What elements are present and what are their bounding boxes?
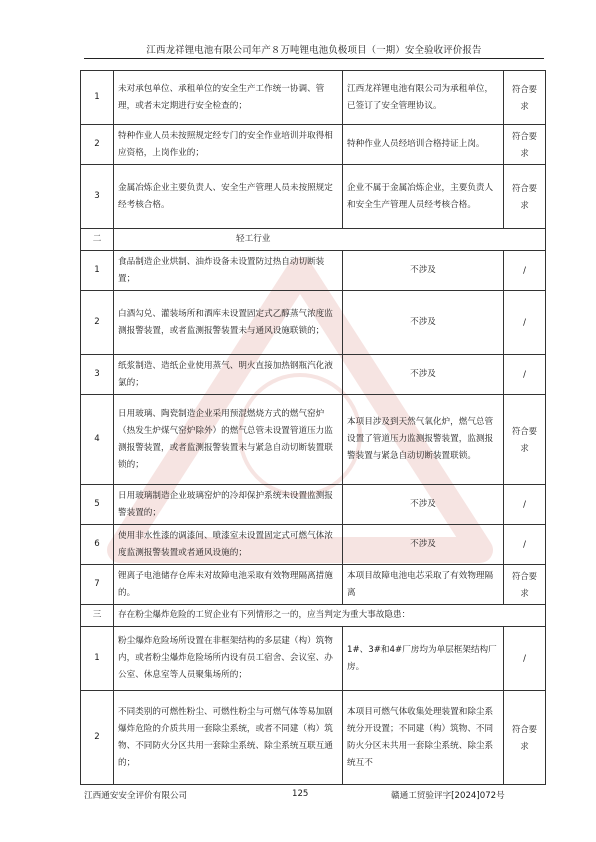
row-number: 1: [81, 627, 114, 691]
row-number: 1: [81, 71, 114, 125]
table-row: [81, 395, 546, 485]
report-number: 赣通工贸验评字[2024]072号: [391, 791, 505, 801]
row-number: 2: [81, 291, 114, 355]
requirement-cell: 使用非水性漆的调漆间、喷漆室未设置固定式可燃气体浓度监测报警装置或者通风设施的；: [114, 525, 343, 565]
requirement-cell: 未对承包单位、承租单位的安全生产工作统一协调、管理，或者未定期进行安全检查的；: [114, 71, 343, 125]
row-number: 4: [81, 395, 114, 485]
verdict-cell: 符合要求: [504, 395, 546, 485]
table-row: [81, 691, 546, 785]
row-number: 3: [81, 165, 114, 229]
table-row: [81, 355, 546, 395]
result-cell: 不涉及: [343, 525, 504, 565]
requirement-cell: 特种作业人员未按照规定经专门的安全作业培训并取得相应资格，上岗作业的；: [114, 125, 343, 165]
result-cell: 江西龙祥锂电池有限公司为承租单位，已签订了安全管理协议。: [343, 71, 504, 125]
row-number: 5: [81, 485, 114, 525]
result-cell: 不涉及: [343, 251, 504, 291]
table-row: [81, 565, 546, 605]
result-cell: 不涉及: [343, 355, 504, 395]
inspection-table: [80, 70, 546, 785]
page-number: 125: [292, 789, 309, 799]
table-row: [81, 125, 546, 165]
requirement-cell: 日用玻璃、陶瓷制造企业采用预混燃烧方式的燃气窑炉（热发生炉煤气窑炉除外）的燃气总管未设置管道压力监测报警装置，或者监测报警装置未与紧急自动切断装置联锁的；: [114, 395, 343, 485]
verdict-cell: 符合要求: [504, 71, 546, 125]
row-number: 7: [81, 565, 114, 605]
table-row: [81, 485, 546, 525]
table-row: [81, 605, 546, 627]
requirement-cell: 粉尘爆炸危险场所设置在非框架结构的多层建（构）筑物内，或者粉尘爆炸危险场所内设有员工宿舍、会议室、办公室、休息室等人员聚集场所的；: [114, 627, 343, 691]
requirement-cell: 锂离子电池储存仓库未对故障电池采取有效物理隔离措施的。: [114, 565, 343, 605]
header-divider: [84, 58, 544, 59]
result-cell: 1#、3#和4#厂房均为单层框架结构厂房。: [343, 627, 504, 691]
footer-company: 江西通安安全评价有限公司: [84, 791, 188, 801]
verdict-cell: 符合要求: [504, 125, 546, 165]
table-row: [81, 71, 546, 125]
table-row: [81, 165, 546, 229]
row-number: 3: [81, 355, 114, 395]
verdict-cell: /: [504, 355, 546, 395]
verdict-cell: /: [504, 627, 546, 691]
requirement-cell: 食品制造企业烘制、油炸设备未设置防过热自动切断装置；: [114, 251, 343, 291]
table-row: [81, 525, 546, 565]
section-title: 轻工行业: [236, 234, 271, 244]
section-number: 二: [81, 229, 114, 251]
row-number: 1: [81, 251, 114, 291]
result-cell: 本项目可燃气体收集处理装置和除尘系统分开设置；不同建（构）筑物、不同防火分区未共用一套除尘系统、除尘系统互不: [343, 691, 504, 785]
result-cell: 本项目故障电池电芯采取了有效物理隔离: [343, 565, 504, 605]
page-header: 江西龙祥锂电池有限公司年产８万吨锂电池负极项目（一期）安全验收评价报告: [146, 45, 482, 56]
verdict-cell: 符合要求: [504, 691, 546, 785]
verdict-cell: /: [504, 525, 546, 565]
requirement-cell: 不同类别的可燃性粉尘、可燃性粉尘与可燃气体等易加剧爆炸危险的介质共用一套除尘系统，或者不同建（构）筑物、不同防火分区共用一套除尘系统、除尘系统互联互通的；: [114, 691, 343, 785]
section-row: [81, 229, 546, 251]
requirement-cell: 金属冶炼企业主要负责人、安全生产管理人员未按照规定经考核合格。: [114, 165, 343, 229]
section-number: 三: [81, 605, 114, 627]
table-row: [81, 291, 546, 355]
verdict-cell: 符合要求: [504, 565, 546, 605]
verdict-cell: /: [504, 291, 546, 355]
result-cell: 本项目涉及到天然气氧化炉，燃气总管设置了管道压力监测报警装置，监测报警装置与紧急自动切断装置联锁。: [343, 395, 504, 485]
result-cell: 不涉及: [343, 485, 504, 525]
result-cell: 企业不属于金属冶炼企业，主要负责人和安全生产管理人员经考核合格。: [343, 165, 504, 229]
table-row: [81, 251, 546, 291]
requirement-cell: 白酒勾兑、灌装场所和酒库未设置固定式乙醇蒸气浓度监测报警装置，或者监测报警装置未与通风设施联锁的；: [114, 291, 343, 355]
row-number: 2: [81, 691, 114, 785]
result-cell: 不涉及: [343, 291, 504, 355]
row-number: 6: [81, 525, 114, 565]
verdict-cell: /: [504, 251, 546, 291]
section-heading-cell: 存在粉尘爆炸危险的工贸企业有下列情形之一的，应当判定为重大事故隐患：: [114, 605, 546, 627]
requirement-cell: 日用玻璃制造企业玻璃窑炉的冷却保护系统未设置监测报警装置的；: [114, 485, 343, 525]
row-number: 2: [81, 125, 114, 165]
verdict-cell: 符合要求: [504, 165, 546, 229]
result-cell: 特种作业人员经培训合格持证上岗。: [343, 125, 504, 165]
verdict-cell: /: [504, 485, 546, 525]
requirement-cell: 纸浆制造、造纸企业使用蒸气、明火直接加热钢瓶汽化液氯的；: [114, 355, 343, 395]
table-row: [81, 627, 546, 691]
section-title-cell: [114, 229, 546, 251]
